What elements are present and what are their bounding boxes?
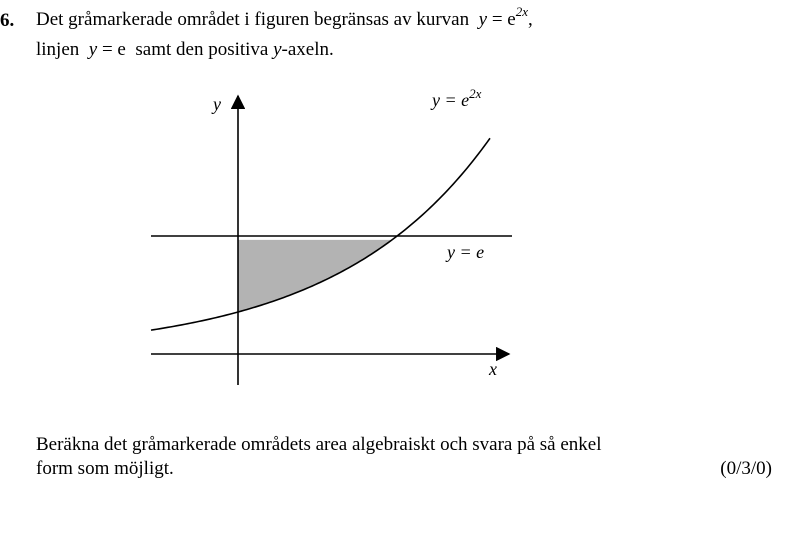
x-axis-label: x xyxy=(489,359,497,379)
line2-end: samt den positiva xyxy=(135,39,269,60)
y-axis-label: y xyxy=(213,94,221,114)
problem-text-line-1: Det gråmarkerade området i figuren begränsas av kurvan $y = e^{2x}$, xyxy=(36,4,533,30)
curve-equation: $y = e^{2x}$ xyxy=(478,4,528,30)
line-equation: y = e xyxy=(88,39,126,60)
curve-label-base: y = e xyxy=(432,90,470,110)
shaded-region xyxy=(238,240,392,312)
curve-label xyxy=(430,86,482,110)
problem-number: 6. xyxy=(0,10,15,31)
curve-label-exp: 2x xyxy=(469,86,482,101)
line2-suffix: -axeln. xyxy=(281,39,334,60)
points-badge: (0/3/0) xyxy=(720,458,772,479)
line-label: y = e xyxy=(447,242,485,262)
question-line-1: Beräkna det gråmarkerade områdets area algebraiskt och svara på så enkel xyxy=(36,434,602,455)
line2-start: linjen xyxy=(36,39,80,60)
intro-text: Det gråmarkerade området i figuren begränsas av kurvan xyxy=(36,9,470,30)
curve-exponential xyxy=(151,138,490,330)
question-line-2: form som möjligt. xyxy=(36,458,174,479)
axis-variable: y xyxy=(273,39,282,60)
